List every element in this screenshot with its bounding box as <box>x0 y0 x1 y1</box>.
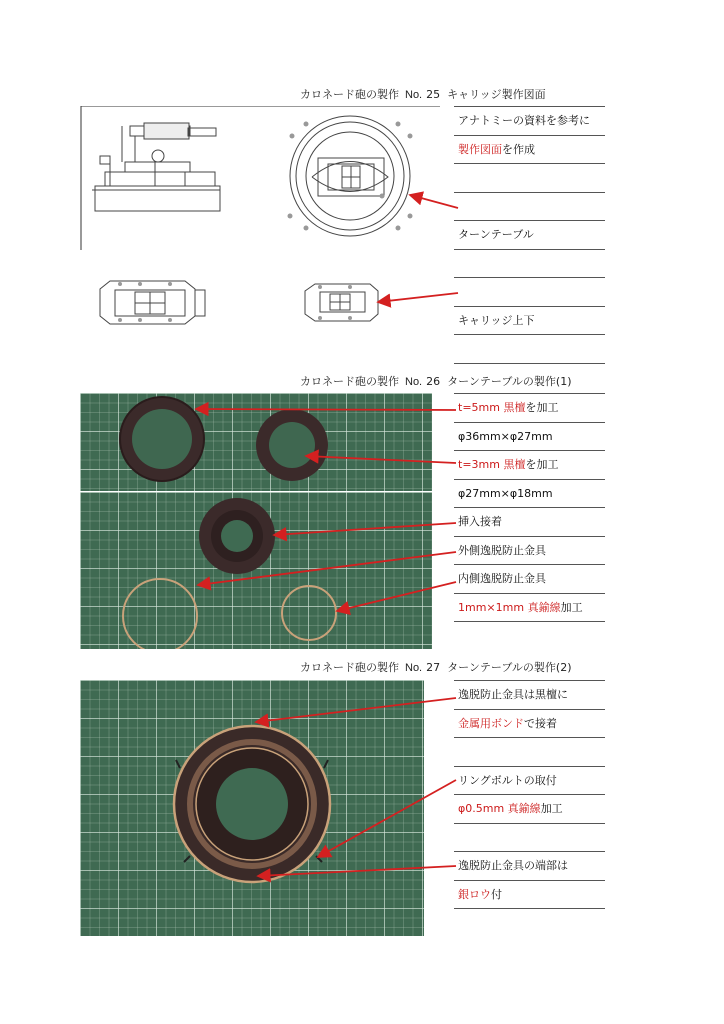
note-row <box>454 824 605 853</box>
note-row <box>454 565 605 594</box>
note-text: 金属用ボンド <box>458 716 524 730</box>
ebony-rings-photo-top <box>80 393 432 491</box>
note-text: φ27mm×φ18mm <box>458 486 553 500</box>
section-26-notes <box>454 394 605 622</box>
note-text: 内側逸脱防止金具 <box>458 572 546 585</box>
note-row <box>454 681 605 710</box>
turntable-assembled-photo <box>80 680 424 936</box>
note-row <box>454 852 605 881</box>
note-text: t=3mm 黒檀 <box>458 458 526 471</box>
note-text: 加工 <box>560 600 583 614</box>
note-text: 銀ロウ <box>458 887 491 901</box>
note-row <box>454 107 605 136</box>
note-text: キャリッジ上下 <box>458 313 535 327</box>
note-row <box>454 394 605 423</box>
note-text: 製作図面 <box>458 142 502 156</box>
note-row <box>454 537 605 566</box>
section-25-title: カロネード砲の製作 No. 25 キャリッジ製作図面 <box>300 88 546 101</box>
note-row <box>454 164 605 193</box>
note-text: t=5mm 黒檀 <box>458 401 526 414</box>
note-text: アナトミーの資料を参考に <box>458 114 590 127</box>
note-row <box>454 307 605 336</box>
note-text: 逸脱防止金具の端部は <box>458 859 568 872</box>
note-row <box>454 451 605 480</box>
note-row <box>454 767 605 796</box>
note-row <box>454 423 605 452</box>
note-text: 1mm×1mm 真鍮線 <box>458 600 561 614</box>
note-text: 付 <box>491 887 502 901</box>
section-27-title: カロネード砲の製作 No. 27 ターンテーブルの製作(2) <box>300 661 572 674</box>
note-row <box>454 881 605 910</box>
note-row <box>454 193 605 222</box>
note-row <box>454 508 605 537</box>
note-text: 挿入接着 <box>458 515 502 528</box>
note-text: で接着 <box>524 716 557 730</box>
carriage-drawing <box>80 106 440 336</box>
note-text: φ36mm×φ27mm <box>458 429 553 443</box>
note-row <box>454 594 605 623</box>
section-26-title: カロネード砲の製作 No. 26 ターンテーブルの製作(1) <box>300 375 572 388</box>
note-text: 加工 <box>540 802 563 815</box>
note-row <box>454 710 605 739</box>
note-text: を作成 <box>502 142 535 156</box>
note-row <box>454 278 605 307</box>
note-text: を加工 <box>525 458 559 471</box>
note-row <box>454 221 605 250</box>
note-row <box>454 250 605 279</box>
note-text: 逸脱防止金具は黒檀に <box>458 688 568 701</box>
note-text: を加工 <box>525 401 559 414</box>
note-row <box>454 136 605 165</box>
section-27-notes <box>454 681 605 909</box>
section-25-notes <box>454 107 605 364</box>
note-row <box>454 795 605 824</box>
note-row <box>454 480 605 509</box>
note-text: リングボルトの取付 <box>458 773 557 787</box>
note-text: φ0.5mm 真鍮線 <box>458 802 541 815</box>
brass-rings-photo-bottom <box>80 492 432 649</box>
note-row <box>454 335 605 364</box>
note-text: 外側逸脱防止金具 <box>458 543 546 557</box>
note-text: ターンテーブル <box>458 228 534 241</box>
note-row <box>454 738 605 767</box>
